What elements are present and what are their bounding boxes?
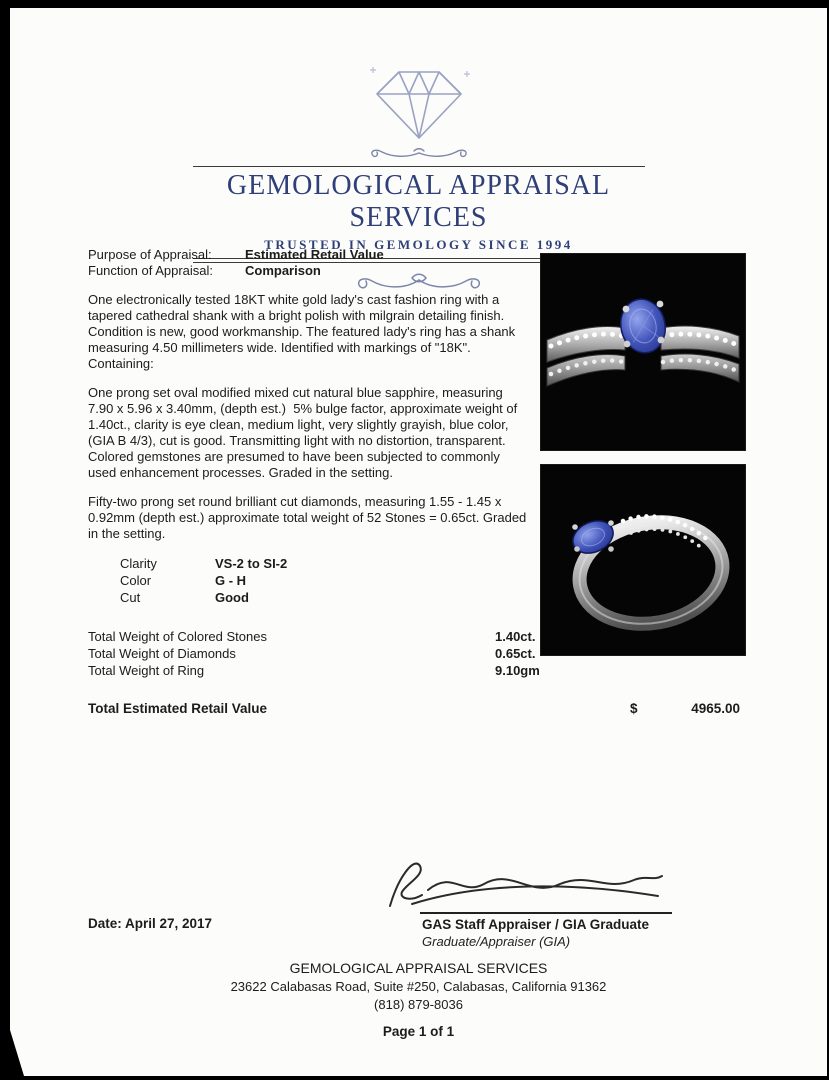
retail-value-label: Total Estimated Retail Value [88, 701, 268, 716]
ring-side-view-photo [540, 464, 746, 656]
function-value: Comparison [245, 263, 321, 278]
retail-value-amount: 4965.00 [691, 701, 740, 716]
footer-phone: (818) 879-8036 [374, 997, 463, 1012]
clarity-label: Clarity [120, 556, 157, 571]
document-footer [10, 960, 827, 1039]
ring-photos [540, 253, 746, 669]
colored-stones-weight-label: Total Weight of Colored Stones [88, 629, 267, 644]
flourish-icon [344, 144, 494, 162]
diamonds-weight-label: Total Weight of Diamonds [88, 646, 236, 661]
scan-corner-artifact [10, 1030, 24, 1076]
appraisal-body [88, 247, 740, 717]
brand-tagline: TRUSTED IN GEMOLOGY SINCE 1994 [264, 237, 573, 252]
retail-value-row [88, 701, 740, 717]
purpose-label: Purpose of Appraisal: [88, 247, 212, 262]
description-paragraph: One electronically tested 18KT white gold lady's cast fashion ring with a tapered cathedral shank with a bright polish with milgrain detailing finish. Condition is new, good workmanship. The featured lady's ring has a shank measuring 4.50 millimeters wide. Identified with markings of "18K". Containing: [88, 292, 519, 371]
diamonds-weight-value: 0.65ct. [495, 646, 536, 661]
diamonds-paragraph: Fifty-two prong set round brilliant cut diamonds, measuring 1.55 - 1.45 x 0.92mm (depth est.) approximate total weight of 52 Stones = 0.65ct. Graded in the setting. [88, 494, 530, 541]
sapphire-paragraph: One prong set oval modified mixed cut natural blue sapphire, measuring 7.90 x 5.96 x 3.40mm, (depth est.) 5% bulge factor, approximate weight of 1.40ct., clarity is eye clean, medium light, very slightly grayish, blue color, (GIA B 4/3), cut is good. Transmitting light with no distortion, transparent. Colored gemstones are presumed to have been subjected to commonly used enhancement processes. Graded in the setting. [88, 385, 521, 480]
ring-weight-label: Total Weight of Ring [88, 663, 205, 678]
handwritten-signature [362, 848, 672, 918]
ring-weight-value: 9.10gm [495, 663, 540, 678]
appraiser-subtitle: Graduate/Appraiser (GIA) [422, 934, 571, 949]
signature-line [420, 912, 672, 914]
appraisal-date: Date: April 27, 2017 [88, 916, 213, 931]
appraiser-title: GAS Staff Appraiser / GIA Graduate [422, 917, 650, 932]
ring-top-view-photo [540, 253, 746, 451]
color-value: G - H [215, 573, 247, 588]
footer-company-name: GEMOLOGICAL APPRAISAL SERVICES [289, 960, 548, 976]
cut-value: Good [215, 590, 249, 605]
purpose-value: Estimated Retail Value [245, 247, 384, 262]
diamond-icon [358, 60, 480, 142]
function-label: Function of Appraisal: [88, 263, 214, 278]
clarity-value: VS-2 to SI-2 [215, 556, 288, 571]
color-label: Color [120, 573, 152, 588]
currency-symbol: $ [630, 701, 638, 716]
cut-label: Cut [120, 590, 141, 605]
footer-address: 23622 Calabasas Road, Suite #250, Calabasas, California 91362 [230, 979, 607, 994]
page-number: Page 1 of 1 [382, 1024, 455, 1039]
document-page [10, 8, 827, 1076]
colored-stones-weight-value: 1.40ct. [495, 629, 536, 644]
brand-title: GEMOLOGICAL APPRAISAL SERVICES [226, 170, 611, 233]
signature-block [362, 848, 682, 949]
